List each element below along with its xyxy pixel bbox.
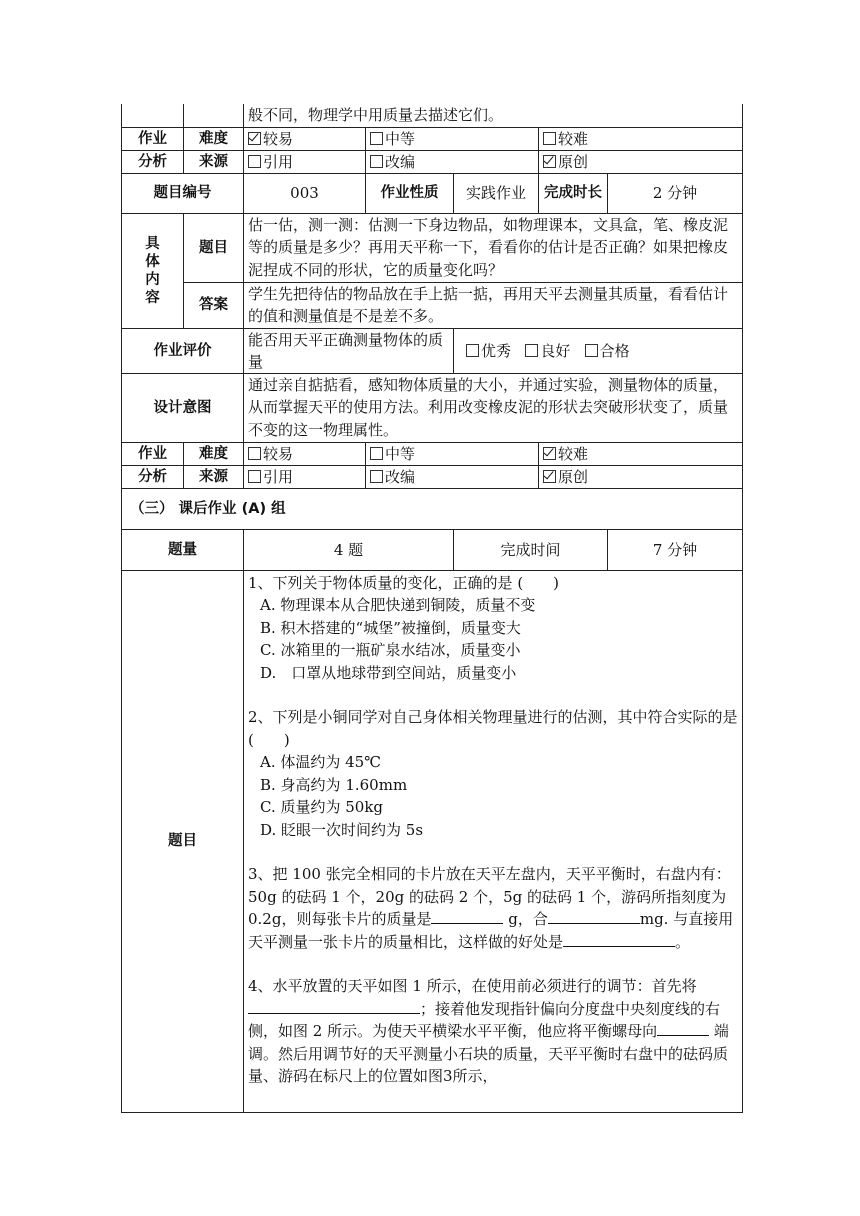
- source-adapt-1[interactable]: 改编: [366, 150, 539, 173]
- document-page: [121, 104, 742, 1113]
- question-text: 估一估，测一测：估测一下身边物品，如物理课本，文具盒，笔、橡皮泥等的质量是多少？再用天平称一下，看看你的估计是否正确？如果把橡皮泥捏成不同的形状，它的质量变化吗？: [244, 213, 743, 282]
- checkbox-checked-icon: [543, 447, 556, 460]
- difficulty-label: 难度: [184, 127, 244, 150]
- checkbox-checked-icon: [543, 470, 556, 483]
- q3-blank-2[interactable]: [548, 909, 640, 924]
- q1-option-b: B. 积木搭建的“城堡”被撞倒，质量变大: [260, 618, 521, 637]
- q4-text: 4、水平放置的天平如图 1 所示，在使用前必须进行的调节：首先将；接着他发现指针偏向分度盘中央刻度线的右侧，如图 2 所示。为使天平横梁水平平衡，他应将平衡螺母向 端调。然后用调节好的天平测量小石块的质量，天平平衡时右盘中的砝码质量、游码在标尺上的位置如图3所示，: [248, 977, 729, 1085]
- nature-label: 作业性质: [366, 173, 454, 213]
- design-label: 设计意图: [122, 373, 244, 442]
- checkbox-icon: [370, 155, 383, 168]
- q1-option-a: A. 物理课本从合肥快递到铜陵，质量不变: [260, 596, 536, 614]
- q2-option-c: C. 质量约为 50kg: [260, 798, 384, 816]
- questions-label: 题目: [122, 570, 244, 1112]
- difficulty-medium-2[interactable]: 中等: [366, 442, 539, 465]
- source-adapt-2[interactable]: 改编: [366, 465, 539, 488]
- checkbox-icon: [248, 447, 261, 460]
- source-original-2[interactable]: 原创: [539, 465, 743, 488]
- content-label: 具体内容: [122, 213, 184, 328]
- q1-option-d: D. 口罩从地球带到空间站，质量变小: [260, 663, 517, 682]
- difficulty-medium-1[interactable]: 中等: [366, 127, 539, 150]
- analysis-label-2: 分析: [122, 465, 184, 488]
- source-cite-1[interactable]: 引用: [244, 150, 366, 173]
- evaluation-good[interactable]: 良好: [525, 340, 570, 362]
- checkbox-checked-icon: [543, 155, 556, 168]
- checkbox-icon: [248, 155, 261, 168]
- checkbox-icon: [370, 470, 383, 483]
- q4-blank-2[interactable]: [657, 1021, 709, 1036]
- section-title: （三） 课后作业 (A) 组: [122, 488, 743, 529]
- difficulty-label-2: 难度: [184, 442, 244, 465]
- evaluation-pass[interactable]: 合格: [585, 340, 630, 362]
- checkbox-icon: [585, 344, 598, 357]
- difficulty-hard-1[interactable]: 较难: [539, 127, 743, 150]
- number-label: 题目编号: [122, 173, 244, 213]
- count-value: 4 题: [244, 529, 454, 570]
- answer-text: 学生先把待估的物品放在手上掂一掂，再用天平去测量其质量，看看估计的值和测量值是不是差不多。: [244, 282, 743, 328]
- design-text: 通过亲自掂掂看，感知物体质量的大小，并通过实验，测量物体的质量，从而掌握天平的使用方法。利用改变橡皮泥的形状去突破形状变了，质量不变的这一物理属性。: [244, 373, 743, 442]
- nature-value: 实践作业: [454, 173, 539, 213]
- q3-blank-1[interactable]: [431, 909, 503, 924]
- source-label-2: 来源: [184, 465, 244, 488]
- q2-stem: 2、下列是小铜同学对自己身体相关物理量进行的估测，其中符合实际的是 ( ): [248, 708, 738, 749]
- homework-label: 作业: [122, 127, 184, 150]
- q2-option-b: B. 身高约为 1.60mm: [260, 775, 408, 794]
- source-label: 来源: [184, 150, 244, 173]
- analysis-label: 分析: [122, 150, 184, 173]
- source-cite-2[interactable]: 引用: [244, 465, 366, 488]
- finish-time-label: 完成时间: [454, 529, 608, 570]
- checkbox-icon: [370, 132, 383, 145]
- question-label: 题目: [184, 213, 244, 282]
- evaluation-excellent[interactable]: 优秀: [466, 340, 511, 362]
- time-value: 2 分钟: [608, 173, 743, 213]
- q1-option-c: C. 冰箱里的一瓶矿泉水结冰，质量变小: [260, 641, 521, 659]
- q1-stem: 1、下列关于物体质量的变化，正确的是 ( ): [248, 573, 560, 592]
- q3-text: 3、把 100 张完全相同的卡片放在天平左盘内，天平平衡时，右盘内有：50g 的砝码 1 个，20g 的砝码 2 个，5g 的砝码 1 个，游码所指刻度为 0.2g，则每张卡片的质量是 g，合 mg. 与直接用天平测量一张卡片的质量相比，这样做的好处是 。: [248, 865, 734, 951]
- q3-blank-3[interactable]: [563, 932, 675, 947]
- difficulty-easy-2[interactable]: 较易: [244, 442, 366, 465]
- evaluation-label: 作业评价: [122, 328, 244, 373]
- q2-option-a: A. 体温约为 45℃: [260, 753, 382, 771]
- evaluation-text: 能否用天平正确测量物体的质量: [244, 328, 454, 373]
- continued-text-row: [122, 104, 743, 127]
- q4-blank-1[interactable]: [248, 999, 420, 1014]
- questions-body: [244, 570, 743, 1112]
- checkbox-icon: [370, 447, 383, 460]
- answer-label: 答案: [184, 282, 244, 328]
- finish-time-value: 7 分钟: [608, 529, 743, 570]
- difficulty-easy-1[interactable]: 较易: [244, 127, 366, 150]
- continued-text: 般不同，物理学中用质量去描述它们。: [244, 104, 743, 127]
- checkbox-icon: [466, 344, 479, 357]
- source-original-1[interactable]: 原创: [539, 150, 743, 173]
- checkbox-icon: [525, 344, 538, 357]
- homework-label-2: 作业: [122, 442, 184, 465]
- checkbox-icon: [543, 132, 556, 145]
- count-label: 题量: [122, 529, 244, 570]
- checkbox-icon: [248, 470, 261, 483]
- evaluation-options: [454, 328, 743, 373]
- q2-option-d: D. 眨眼一次时间约为 5s: [260, 820, 424, 839]
- difficulty-hard-2[interactable]: 较难: [539, 442, 743, 465]
- checkbox-checked-icon: [248, 132, 261, 145]
- time-label: 完成时长: [539, 173, 608, 213]
- number-value: 003: [244, 173, 366, 213]
- homework-table: [121, 104, 743, 1113]
